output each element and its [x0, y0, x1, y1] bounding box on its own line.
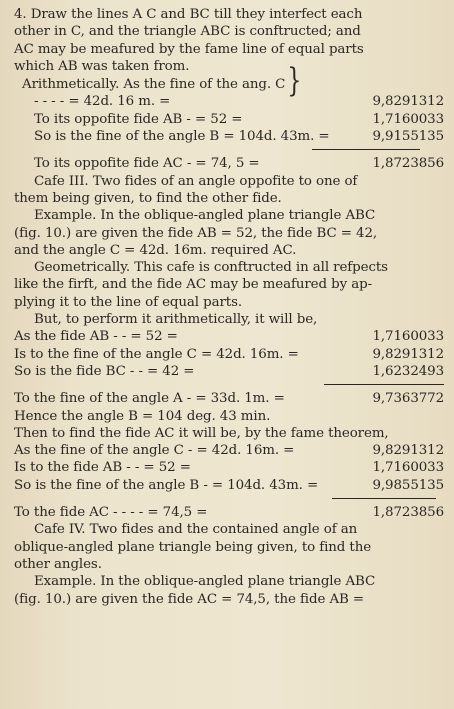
text-line: Cafe IV. Two fides and the contained angle of an [34, 522, 358, 538]
row-label: To its oppofite fide AC - = 74, 5 = [34, 156, 260, 172]
row-label: So is the fide BC - - = 42 = [14, 363, 195, 379]
table-row [14, 111, 444, 128]
row-label: Is to the fide AB - - = 52 = [14, 460, 191, 476]
text-line: plying it to the line of equal parts. [14, 294, 243, 310]
row-label: Is to the fine of the angle C = 42d. 16m. = [14, 346, 299, 362]
text-line: But, to perform it arithmetically, it will be, [34, 312, 318, 328]
row-label: So is the fine of the angle B = 104d. 43m. = [34, 129, 330, 145]
row-value: 1,7160033 [372, 329, 444, 345]
table-row [14, 328, 444, 345]
text-line: (fig. 10.) are given the fide AC = 74,5, the fide AB = [14, 591, 365, 607]
text-line: Then to find the fide AC it will be, by the fame theorem, [14, 425, 389, 441]
row-label: To the fide AC - - - - = 74,5 = [14, 505, 208, 521]
row-value: 9,8291312 [372, 346, 444, 362]
text-line: (fig. 10.) are given the fide AB = 52, the fide BC = 42, [14, 225, 378, 241]
row-value: 9,8291312 [372, 443, 444, 459]
row-value: 1,7160033 [372, 460, 444, 476]
table-row [14, 442, 444, 459]
table-row [14, 363, 444, 380]
row-value: 9,9855135 [372, 477, 444, 493]
table-row [14, 459, 444, 476]
sum-rule [312, 149, 420, 150]
text-line: Example. In the oblique-angled plane triangle ABC [34, 208, 376, 224]
text-line: 4. Draw the lines A C and BC till they interfect each [14, 7, 363, 22]
row-label: To its oppofite fide AB - = 52 = [34, 111, 243, 127]
table-row [14, 155, 444, 172]
row-value: 9,8291312 [372, 94, 444, 110]
row-label: As the fine of the angle C - = 42d. 16m. = [14, 443, 295, 459]
text-line: Example. In the oblique-angled plane triangle ABC [34, 574, 376, 590]
sum-rule [332, 498, 436, 499]
table-row [14, 346, 444, 363]
row-value: 1,6232493 [372, 363, 444, 379]
text-line: Geometrically. This cafe is conftructed in all refpects [34, 260, 388, 276]
text-line: which AB was taken from. [14, 58, 190, 74]
text-line: and the angle C = 42d. 16m. required AC. [14, 242, 297, 258]
row-value: 1,7160033 [372, 111, 444, 127]
row-value: 9,9155135 [372, 129, 444, 145]
row-value: 1,8723856 [372, 156, 444, 172]
text-line: Cafe III. Two fides of an angle oppofite to one of [34, 173, 358, 189]
text-line: Hence the angle B = 104 deg. 43 min. [14, 408, 271, 424]
row-label: So is the fine of the angle B - = 104d. 43m. = [14, 477, 319, 493]
table-row [14, 504, 444, 521]
row-label: - - - - = 42d. 16 m. = [34, 94, 171, 110]
text-line: other angles. [14, 556, 102, 572]
row-value: 1,8723856 [372, 505, 444, 521]
table-row [14, 93, 444, 110]
sum-rule [324, 384, 444, 385]
text-line: other in C, and the triangle ABC is conftructed; and [14, 24, 361, 40]
row-label: To the fine of the angle A - = 33d. 1m. = [14, 391, 285, 407]
row-value: 9,7363772 [372, 391, 444, 407]
table-row [14, 128, 444, 145]
row-label: As the fide AB - - = 52 = [14, 329, 178, 345]
table-row [14, 477, 444, 494]
brace: } [287, 62, 302, 101]
text-line: them being given, to find the other fide. [14, 190, 282, 206]
text-line: like the firft, and the fide AC may be meafured by ap- [14, 277, 372, 293]
table-row [14, 390, 444, 407]
text-span: Arithmetically. As the fine of the ang. C [22, 77, 286, 93]
text-line: oblique-angled plane triangle being given, to find the [14, 539, 372, 555]
text-line: AC may be meafured by the fame line of equal parts [14, 41, 364, 57]
